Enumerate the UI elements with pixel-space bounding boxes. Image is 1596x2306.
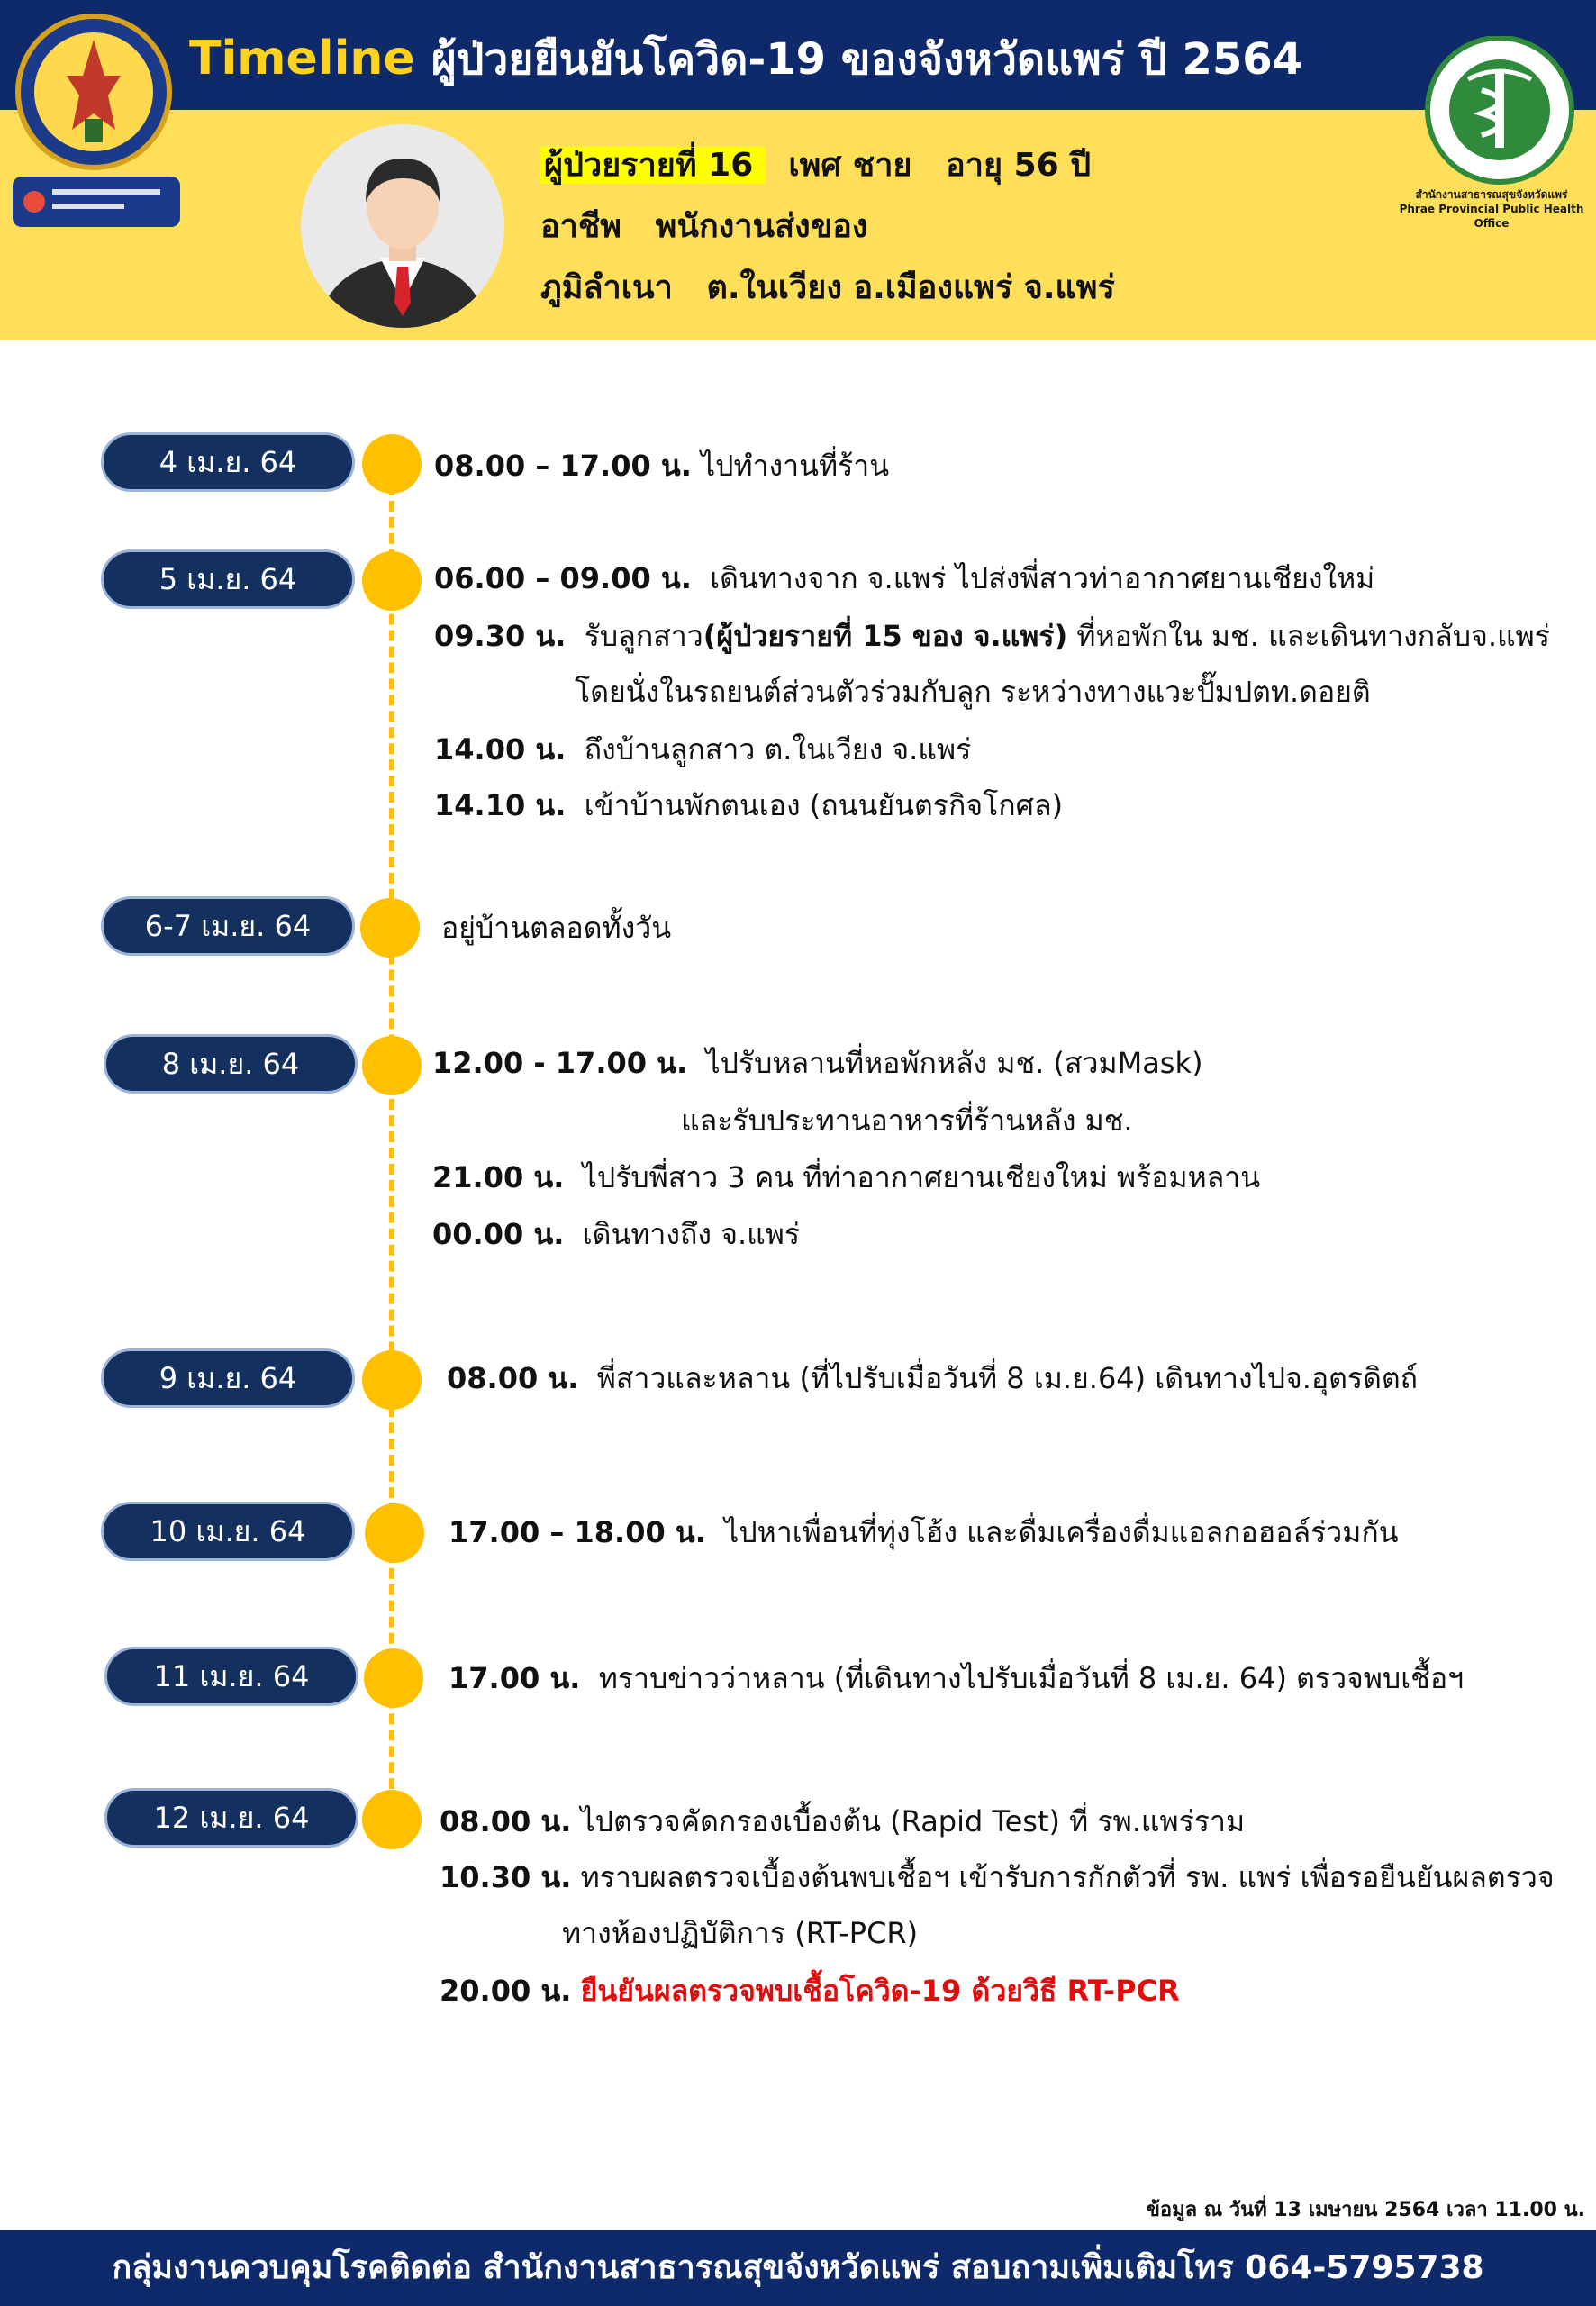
date-pill: 11 เม.ย. 64 bbox=[104, 1647, 358, 1706]
event-text: เดินทางถึง จ.แพร่ bbox=[582, 1217, 801, 1251]
provincial-seal-icon bbox=[14, 13, 173, 171]
event-time: 06.00 – 09.00 น. bbox=[434, 561, 692, 595]
occupation-value: พนักงานส่งของ bbox=[655, 208, 868, 245]
date-pill: 4 เม.ย. 64 bbox=[101, 432, 355, 492]
ministry-caption bbox=[1387, 187, 1596, 231]
event-text: ที่หอพักใน มช. และเดินทางกลับจ.แพร่ bbox=[1067, 619, 1550, 653]
event-line bbox=[434, 448, 889, 484]
hometown-label: ภูมิลำเนา bbox=[540, 269, 673, 306]
event-text: เดินทางจาก จ.แพร่ ไปส่งพี่สาวท่าอากาศยานเชียงใหม่ bbox=[710, 561, 1375, 595]
event-line bbox=[434, 731, 971, 767]
ministry-caption-thai: สำนักงานสาธารณสุขจังหวัดแพร่ bbox=[1415, 188, 1568, 201]
patient-info bbox=[540, 135, 1115, 319]
data-as-of-note: ข้อมูล ณ วันที่ 13 เมษายน 2564 เวลา 11.00 น. bbox=[1146, 2199, 1585, 2221]
title-thai: ผู้ป่วยยืนยันโควิด-19 ของจังหวัดแพร่ ปี 2564 bbox=[431, 34, 1303, 85]
event-time: 00.00 น. bbox=[432, 1217, 565, 1251]
event-text: ไปทำงานที่ร้าน bbox=[701, 449, 890, 483]
ministry-caption-english: Phrae Provincial Public Health Office bbox=[1399, 203, 1584, 230]
event-line bbox=[434, 787, 1063, 823]
covid-center-logo-icon bbox=[13, 177, 180, 227]
event-line bbox=[434, 560, 1374, 596]
patient-age: อายุ 56 ปี bbox=[946, 147, 1092, 184]
date-pill: 10 เม.ย. 64 bbox=[101, 1502, 355, 1561]
event-time: 20.00 น. bbox=[440, 1974, 572, 2008]
timeline-spine bbox=[389, 468, 394, 1838]
event-text: ทางห้องปฏิบัติการ (RT-PCR) bbox=[562, 1916, 919, 1950]
event-time: 14.10 น. bbox=[434, 788, 567, 822]
event-line bbox=[432, 1045, 1202, 1081]
event-text-confirmed: ยืนยันผลตรวจพบเชื้อโควิด-19 ด้วยวิธี RT-PCR bbox=[580, 1974, 1180, 2008]
event-line bbox=[432, 1216, 800, 1252]
event-time: 17.00 น. bbox=[449, 1661, 581, 1695]
event-text: อยู่บ้านตลอดทั้งวัน bbox=[441, 911, 672, 945]
timeline-dot bbox=[362, 434, 422, 494]
event-line bbox=[562, 1915, 918, 1951]
event-time: 08.00 น. bbox=[440, 1804, 572, 1838]
event-time: 14.00 น. bbox=[434, 732, 567, 767]
timeline-dot bbox=[362, 1790, 422, 1849]
event-text: ทราบผลตรวจเบื้องต้นพบเชื้อฯ เข้ารับการกักตัวที่ รพ. แพร่ เพื่อรอยืนยันผลตรวจ bbox=[580, 1860, 1555, 1894]
title-english: Timeline bbox=[189, 32, 415, 86]
timeline-dot bbox=[362, 1350, 422, 1410]
event-line bbox=[432, 1159, 1260, 1195]
event-line bbox=[449, 1660, 1464, 1696]
patient-case: ผู้ป่วยรายที่ 16 bbox=[540, 147, 766, 184]
event-line bbox=[440, 1973, 1180, 2009]
event-line bbox=[447, 1360, 1418, 1396]
patient-row-1 bbox=[540, 135, 1115, 196]
page-title bbox=[189, 18, 1302, 99]
event-line bbox=[434, 618, 1550, 654]
timeline-dot bbox=[362, 1036, 422, 1095]
patient-row-3 bbox=[540, 258, 1115, 319]
timeline-dot bbox=[364, 1648, 423, 1708]
event-text: รับลูกสาว bbox=[584, 619, 703, 653]
event-time: 12.00 - 17.00 น. bbox=[432, 1046, 688, 1080]
date-pill: 6-7 เม.ย. 64 bbox=[101, 896, 355, 956]
event-text: ไปตรวจคัดกรองเบื้องต้น (Rapid Test) ที่ รพ.แพร่ราม bbox=[580, 1804, 1246, 1838]
event-text: และรับประทานอาหารที่ร้านหลัง มช. bbox=[681, 1103, 1133, 1138]
patient-row-2 bbox=[540, 196, 1115, 258]
patient-avatar bbox=[299, 123, 506, 330]
event-line bbox=[441, 910, 671, 946]
event-text: โดยนั่งในรถยนต์ส่วนตัวร่วมกับลูก ระหว่างทางแวะปั๊มปตท.ดอยติ bbox=[575, 675, 1371, 709]
event-line bbox=[440, 1859, 1555, 1895]
date-pill: 8 เม.ย. 64 bbox=[104, 1034, 358, 1094]
event-text-bold: (ผู้ป่วยรายที่ 15 ของ จ.แพร่) bbox=[703, 619, 1068, 653]
event-time: 10.30 น. bbox=[440, 1860, 572, 1894]
timeline-dot bbox=[365, 1503, 424, 1563]
event-line bbox=[449, 1514, 1399, 1550]
event-text: ไปรับพี่สาว 3 คน ที่ท่าอากาศยานเชียงใหม่ พร้อมหลาน bbox=[582, 1160, 1261, 1194]
date-pill: 5 เม.ย. 64 bbox=[101, 549, 355, 609]
timeline-dot bbox=[360, 898, 420, 958]
event-line bbox=[440, 1803, 1245, 1839]
event-time: 21.00 น. bbox=[432, 1160, 565, 1194]
event-text: ถึงบ้านลูกสาว ต.ในเวียง จ.แพร่ bbox=[584, 732, 972, 767]
event-text: ไปรับหลานที่หอพักหลัง มช. (สวมMask) bbox=[705, 1046, 1203, 1080]
hometown-value: ต.ในเวียง อ.เมืองแพร่ จ.แพร่ bbox=[706, 269, 1115, 306]
date-pill: 12 เม.ย. 64 bbox=[104, 1788, 358, 1848]
event-text: พี่สาวและหลาน (ที่ไปรับเมื่อวันที่ 8 เม.ย.64) เดินทางไปจ.อุตรดิตถ์ bbox=[596, 1361, 1419, 1395]
patient-sex: เพศ ชาย bbox=[788, 147, 912, 184]
event-text: ทราบข่าวว่าหลาน (ที่เดินทางไปรับเมื่อวันที่ 8 เม.ย. 64) ตรวจพบเชื้อฯ bbox=[598, 1661, 1465, 1695]
event-time: 08.00 น. bbox=[447, 1361, 579, 1395]
event-time: 09.30 น. bbox=[434, 619, 567, 653]
footer-contact: กลุ่มงานควบคุมโรคติดต่อ สำนักงานสาธารณสุขจังหวัดแพร่ สอบถามเพิ่มเติมโทร 064-5795738 bbox=[0, 2230, 1596, 2306]
event-text: ไปหาเพื่อนที่ทุ่งโฮ้ง และดื่มเครื่องดื่มแอลกอฮอล์ร่วมกัน bbox=[724, 1515, 1399, 1549]
event-text: เข้าบ้านพักตนเอง (ถนนยันตรกิจโกศล) bbox=[584, 788, 1064, 822]
timeline-dot bbox=[362, 551, 422, 611]
event-line bbox=[575, 674, 1371, 710]
occupation-label: อาชีพ bbox=[540, 208, 621, 245]
event-time: 08.00 – 17.00 น. bbox=[434, 449, 692, 483]
event-time: 17.00 – 18.00 น. bbox=[449, 1515, 706, 1549]
date-pill: 9 เม.ย. 64 bbox=[101, 1348, 355, 1408]
event-line bbox=[681, 1103, 1133, 1139]
ministry-of-public-health-logo-icon bbox=[1414, 36, 1585, 207]
